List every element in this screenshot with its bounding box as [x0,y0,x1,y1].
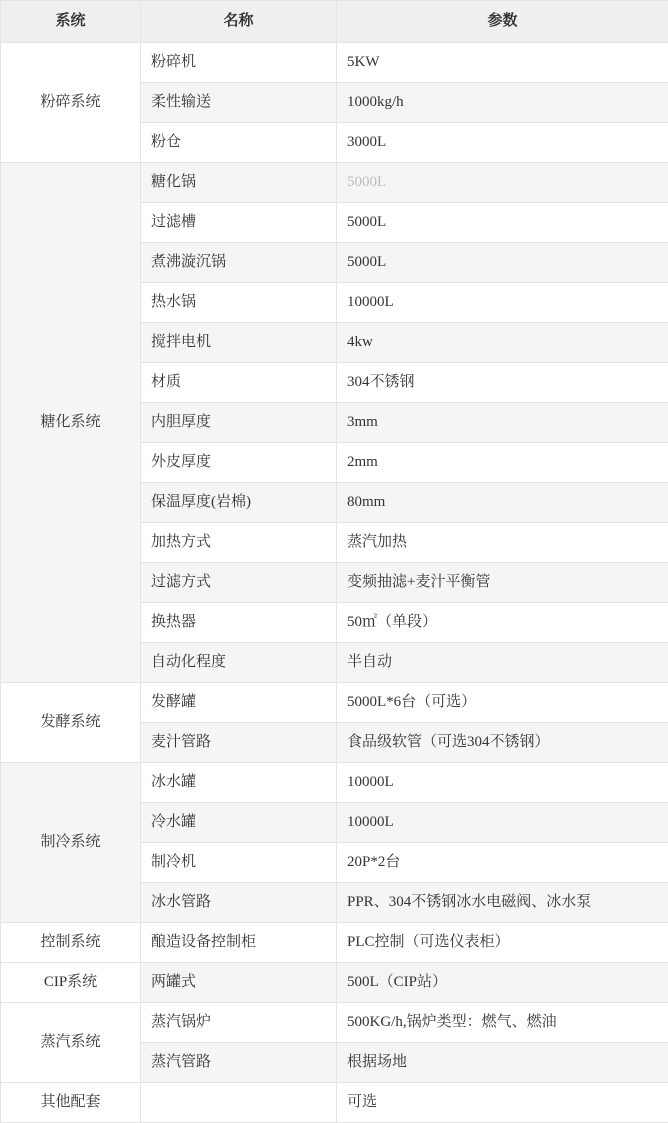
name-cell: 糖化锅 [141,163,337,203]
name-cell: 热水锅 [141,283,337,323]
system-cell: 蒸汽系统 [1,1003,141,1083]
param-cell: 80mm [337,483,668,523]
param-cell: 4kw [337,323,668,363]
name-cell: 冰水罐 [141,763,337,803]
name-cell: 酿造设备控制柜 [141,923,337,963]
param-cell: PLC控制（可选仪表柜） [337,923,668,963]
param-cell: 10000L [337,763,668,803]
name-cell: 柔性输送 [141,83,337,123]
name-cell: 发酵罐 [141,683,337,723]
param-cell: 304不锈钢 [337,363,668,403]
table-row [1,763,668,803]
name-cell: 搅拌电机 [141,323,337,363]
column-header-name: 名称 [141,1,337,43]
param-cell: 5KW [337,43,668,83]
param-cell: 根据场地 [337,1043,668,1083]
name-cell: 两罐式 [141,963,337,1003]
name-cell: 外皮厚度 [141,443,337,483]
table-row [1,163,668,203]
param-cell: 5000L*6台（可选） [337,683,668,723]
name-cell: 加热方式 [141,523,337,563]
name-cell: 保温厚度(岩棉) [141,483,337,523]
name-cell: 自动化程度 [141,643,337,683]
system-cell: 其他配套 [1,1083,141,1123]
param-cell: PPR、304不锈钢冰水电磁阀、冰水泵 [337,883,668,923]
param-cell: 可选 [337,1083,668,1123]
param-cell: 500KG/h,锅炉类型：燃气、燃油 [337,1003,668,1043]
table-row [1,683,668,723]
name-cell: 蒸汽管路 [141,1043,337,1083]
name-cell: 冰水管路 [141,883,337,923]
param-cell: 5000L [337,243,668,283]
table-row [1,963,668,1003]
name-cell: 麦汁管路 [141,723,337,763]
param-cell: 10000L [337,803,668,843]
name-cell: 粉碎机 [141,43,337,83]
system-cell: 发酵系统 [1,683,141,763]
name-cell: 制冷机 [141,843,337,883]
table-row [1,1003,668,1043]
system-cell: 制冷系统 [1,763,141,923]
name-cell: 冷水罐 [141,803,337,843]
param-cell: 1000kg/h [337,83,668,123]
column-header-param: 参数 [337,1,668,43]
table-row [1,43,668,83]
param-cell: 5000L [337,163,668,203]
param-cell: 蒸汽加热 [337,523,668,563]
table-header [1,1,668,43]
param-cell: 3mm [337,403,668,443]
name-cell: 材质 [141,363,337,403]
param-cell: 5000L [337,203,668,243]
param-cell: 半自动 [337,643,668,683]
param-cell: 2mm [337,443,668,483]
table-row [1,923,668,963]
name-cell: 煮沸漩沉锅 [141,243,337,283]
system-cell: 粉碎系统 [1,43,141,163]
name-cell: 粉仓 [141,123,337,163]
system-cell: 控制系统 [1,923,141,963]
table-header-row [1,1,668,43]
name-cell: 内胆厚度 [141,403,337,443]
param-cell: 变频抽滤+麦汁平衡管 [337,563,668,603]
param-cell: 500L（CIP站） [337,963,668,1003]
param-cell: 10000L [337,283,668,323]
param-cell: 3000L [337,123,668,163]
param-cell: 50㎡（单段） [337,603,668,643]
param-cell: 20P*2台 [337,843,668,883]
param-cell: 食品级软管（可选304不锈钢） [337,723,668,763]
table-row [1,1083,668,1123]
name-cell: 蒸汽锅炉 [141,1003,337,1043]
name-cell: 过滤方式 [141,563,337,603]
column-header-system: 系统 [1,1,141,43]
name-cell [141,1083,337,1123]
system-cell: CIP系统 [1,963,141,1003]
system-cell: 糖化系统 [1,163,141,683]
table-body [1,43,668,1123]
name-cell: 过滤槽 [141,203,337,243]
name-cell: 换热器 [141,603,337,643]
